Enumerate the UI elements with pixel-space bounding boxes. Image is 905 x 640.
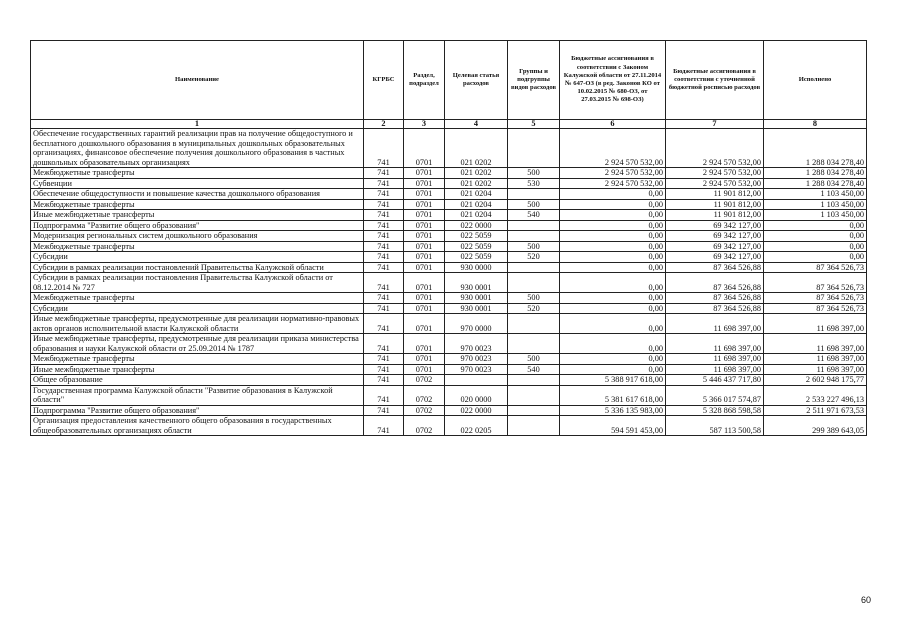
row-budget-refined: 11 698 397,00 (666, 364, 764, 375)
row-expense-type (508, 334, 560, 354)
column-number: 6 (560, 120, 666, 129)
row-kgrbs: 741 (364, 273, 404, 293)
row-expense-type (508, 262, 560, 273)
row-kgrbs: 741 (364, 129, 404, 168)
row-target-article: 930 0000 (445, 262, 508, 273)
table-row (31, 168, 867, 179)
row-expense-type: 500 (508, 354, 560, 365)
row-budget-refined: 11 698 397,00 (666, 314, 764, 334)
row-kgrbs: 741 (364, 303, 404, 314)
row-expense-type (508, 273, 560, 293)
row-kgrbs: 741 (364, 375, 404, 386)
row-razdel: 0701 (404, 168, 445, 179)
row-name: Межбюджетные трансферты (31, 293, 364, 304)
row-budget-law: 5 381 617 618,00 (560, 385, 666, 405)
row-razdel: 0701 (404, 210, 445, 221)
header-executed: Исполнено (764, 41, 867, 120)
row-budget-law: 0,00 (560, 273, 666, 293)
row-name: Подпрограмма "Развитие общего образования" (31, 220, 364, 231)
column-number-row (31, 120, 867, 129)
row-budget-law: 0,00 (560, 303, 666, 314)
row-kgrbs: 741 (364, 354, 404, 365)
row-budget-law: 0,00 (560, 354, 666, 365)
row-budget-refined: 11 901 812,00 (666, 210, 764, 221)
table-row (31, 220, 867, 231)
header-budget-law: Бюджетные ассигнования в соответствии с Законом Калужской области от 27.11.2014 № 647-ОЗ (в ред. Законов КО от 10.02.2015 № 680-ОЗ, от 27.03.2015 № 698-ОЗ) (560, 41, 666, 120)
row-budget-refined: 69 342 127,00 (666, 231, 764, 242)
row-target-article: 021 0204 (445, 189, 508, 200)
row-razdel: 0701 (404, 220, 445, 231)
header-name: Наименование (31, 41, 364, 120)
row-name: Субсидии в рамках реализации постановления Правительства Калужской области от 08.12.2014 № 727 (31, 273, 364, 293)
row-target-article: 022 0000 (445, 220, 508, 231)
row-name: Субсидии (31, 252, 364, 263)
row-executed: 2 602 948 175,77 (764, 375, 867, 386)
row-name: Модернизация региональных систем дошкольного образования (31, 231, 364, 242)
row-expense-type (508, 314, 560, 334)
row-executed: 0,00 (764, 241, 867, 252)
row-budget-refined: 11 698 397,00 (666, 334, 764, 354)
row-target-article: 022 0205 (445, 416, 508, 436)
row-budget-refined: 87 364 526,88 (666, 303, 764, 314)
row-expense-type: 500 (508, 241, 560, 252)
row-name: Субсидии в рамках реализации постановлений Правительства Калужской области (31, 262, 364, 273)
row-budget-law: 0,00 (560, 252, 666, 263)
row-target-article: 930 0001 (445, 273, 508, 293)
row-razdel: 0701 (404, 293, 445, 304)
row-expense-type: 540 (508, 210, 560, 221)
row-name: Обеспечение государственных гарантий реализации прав на получение общедоступного и бесплатного дошкольного образования в муниципальных дошкольных образовательных организациях, финансовое обеспечение получения дошкольного образования в частных дошкольных образовательных организациях (31, 129, 364, 168)
table-row (31, 262, 867, 273)
row-budget-refined: 87 364 526,88 (666, 262, 764, 273)
table-row (31, 129, 867, 168)
header-expense-groups: Группы и подгруппы видов расходов (508, 41, 560, 120)
row-kgrbs: 741 (364, 314, 404, 334)
row-target-article: 021 0202 (445, 168, 508, 179)
row-razdel: 0702 (404, 375, 445, 386)
row-expense-type (508, 231, 560, 242)
row-name: Организация предоставления качественного общего образования в государственных общеобразовательных организациях области (31, 416, 364, 436)
row-target-article: 930 0001 (445, 293, 508, 304)
column-number: 3 (404, 120, 445, 129)
row-executed: 87 364 526,73 (764, 303, 867, 314)
row-razdel: 0701 (404, 262, 445, 273)
row-razdel: 0701 (404, 241, 445, 252)
row-name: Межбюджетные трансферты (31, 168, 364, 179)
row-target-article: 020 0000 (445, 385, 508, 405)
row-expense-type: 530 (508, 178, 560, 189)
row-executed: 0,00 (764, 252, 867, 263)
row-budget-law: 0,00 (560, 231, 666, 242)
row-executed: 11 698 397,00 (764, 364, 867, 375)
header-budget-refined: Бюджетные ассигнования в соответствии с уточненной бюджетной росписью расходов (666, 41, 764, 120)
row-expense-type: 520 (508, 252, 560, 263)
row-budget-law: 594 591 453,00 (560, 416, 666, 436)
row-executed: 299 389 643,05 (764, 416, 867, 436)
column-number: 5 (508, 120, 560, 129)
row-expense-type: 500 (508, 293, 560, 304)
row-kgrbs: 741 (364, 220, 404, 231)
row-name: Иные межбюджетные трансферты (31, 364, 364, 375)
row-target-article: 022 5059 (445, 241, 508, 252)
row-budget-law: 0,00 (560, 220, 666, 231)
table-row (31, 364, 867, 375)
table-row (31, 293, 867, 304)
column-number: 2 (364, 120, 404, 129)
row-budget-law: 0,00 (560, 210, 666, 221)
row-budget-refined: 587 113 500,58 (666, 416, 764, 436)
row-executed: 2 533 227 496,13 (764, 385, 867, 405)
row-kgrbs: 741 (364, 252, 404, 263)
budget-table (30, 40, 867, 436)
row-budget-law: 0,00 (560, 241, 666, 252)
row-razdel: 0701 (404, 129, 445, 168)
row-executed: 11 698 397,00 (764, 354, 867, 365)
row-kgrbs: 741 (364, 293, 404, 304)
row-executed: 11 698 397,00 (764, 334, 867, 354)
row-budget-law: 0,00 (560, 293, 666, 304)
row-kgrbs: 741 (364, 241, 404, 252)
row-target-article: 022 5059 (445, 252, 508, 263)
header-target-article: Целевая статья расходов (445, 41, 508, 120)
row-executed: 87 364 526,73 (764, 273, 867, 293)
column-number: 4 (445, 120, 508, 129)
row-budget-refined: 11 901 812,00 (666, 189, 764, 200)
row-expense-type: 520 (508, 303, 560, 314)
header-razdel: Раздел, подраздел (404, 41, 445, 120)
row-razdel: 0702 (404, 405, 445, 416)
table-row (31, 178, 867, 189)
row-razdel: 0701 (404, 364, 445, 375)
row-kgrbs: 741 (364, 199, 404, 210)
row-kgrbs: 741 (364, 178, 404, 189)
row-kgrbs: 741 (364, 364, 404, 375)
row-kgrbs: 741 (364, 334, 404, 354)
table-row (31, 231, 867, 242)
row-target-article: 970 0023 (445, 354, 508, 365)
row-target-article: 930 0001 (445, 303, 508, 314)
row-razdel: 0702 (404, 416, 445, 436)
table-row (31, 189, 867, 200)
row-target-article: 021 0202 (445, 129, 508, 168)
row-name: Обеспечение общедоступности и повышение качества дошкольного образования (31, 189, 364, 200)
row-budget-law: 2 924 570 532,00 (560, 178, 666, 189)
table-row (31, 210, 867, 221)
row-expense-type (508, 129, 560, 168)
row-expense-type (508, 189, 560, 200)
row-name: Иные межбюджетные трансферты, предусмотренные для реализации приказа министерства образования и науки Калужской области от 25.09.2014 № 1787 (31, 334, 364, 354)
column-number: 7 (666, 120, 764, 129)
column-number: 1 (31, 120, 364, 129)
table-row (31, 416, 867, 436)
row-budget-law: 5 336 135 983,00 (560, 405, 666, 416)
row-target-article: 021 0204 (445, 210, 508, 221)
row-executed: 1 103 450,00 (764, 199, 867, 210)
row-razdel: 0701 (404, 189, 445, 200)
row-budget-refined: 69 342 127,00 (666, 252, 764, 263)
row-budget-refined: 2 924 570 532,00 (666, 168, 764, 179)
row-name: Межбюджетные трансферты (31, 199, 364, 210)
row-budget-refined: 5 446 437 717,80 (666, 375, 764, 386)
row-budget-law: 0,00 (560, 334, 666, 354)
column-number: 8 (764, 120, 867, 129)
row-name: Подпрограмма "Развитие общего образования" (31, 405, 364, 416)
row-budget-refined: 87 364 526,88 (666, 293, 764, 304)
row-expense-type (508, 220, 560, 231)
row-budget-refined: 11 901 812,00 (666, 199, 764, 210)
row-target-article: 022 5059 (445, 231, 508, 242)
row-razdel: 0701 (404, 334, 445, 354)
row-budget-refined: 69 342 127,00 (666, 220, 764, 231)
table-row (31, 241, 867, 252)
row-budget-refined: 5 366 017 574,87 (666, 385, 764, 405)
row-kgrbs: 741 (364, 231, 404, 242)
row-kgrbs: 741 (364, 210, 404, 221)
row-name: Субвенции (31, 178, 364, 189)
row-name: Межбюджетные трансферты (31, 354, 364, 365)
table-row (31, 334, 867, 354)
table-header-row (31, 41, 867, 120)
row-budget-law: 0,00 (560, 364, 666, 375)
row-name: Субсидии (31, 303, 364, 314)
row-executed: 1 288 034 278,40 (764, 168, 867, 179)
row-kgrbs: 741 (364, 416, 404, 436)
row-budget-refined: 5 328 868 598,58 (666, 405, 764, 416)
row-expense-type (508, 375, 560, 386)
page-number: 60 (861, 595, 872, 605)
row-budget-law: 5 388 917 618,00 (560, 375, 666, 386)
row-budget-refined: 2 924 570 532,00 (666, 178, 764, 189)
row-expense-type: 500 (508, 168, 560, 179)
row-target-article: 021 0202 (445, 178, 508, 189)
row-razdel: 0701 (404, 273, 445, 293)
row-expense-type: 500 (508, 199, 560, 210)
row-razdel: 0701 (404, 303, 445, 314)
row-executed: 0,00 (764, 220, 867, 231)
table-row (31, 354, 867, 365)
row-budget-refined: 87 364 526,88 (666, 273, 764, 293)
table-row (31, 199, 867, 210)
header-kgrbs: КГРБС (364, 41, 404, 120)
row-kgrbs: 741 (364, 405, 404, 416)
row-executed: 1 103 450,00 (764, 210, 867, 221)
row-budget-refined: 69 342 127,00 (666, 241, 764, 252)
row-expense-type: 540 (508, 364, 560, 375)
row-budget-law: 0,00 (560, 314, 666, 334)
row-razdel: 0702 (404, 385, 445, 405)
row-razdel: 0701 (404, 199, 445, 210)
row-target-article: 970 0023 (445, 334, 508, 354)
row-razdel: 0701 (404, 354, 445, 365)
row-razdel: 0701 (404, 314, 445, 334)
row-executed: 1 288 034 278,40 (764, 178, 867, 189)
row-name: Государственная программа Калужской области "Развитие образования в Калужской области" (31, 385, 364, 405)
row-target-article (445, 375, 508, 386)
row-executed: 11 698 397,00 (764, 314, 867, 334)
row-executed: 2 511 971 673,53 (764, 405, 867, 416)
row-budget-refined: 2 924 570 532,00 (666, 129, 764, 168)
row-name: Межбюджетные трансферты (31, 241, 364, 252)
row-budget-law: 0,00 (560, 199, 666, 210)
row-razdel: 0701 (404, 252, 445, 263)
row-name: Иные межбюджетные трансферты (31, 210, 364, 221)
table-row (31, 273, 867, 293)
row-budget-law: 0,00 (560, 189, 666, 200)
table-row (31, 375, 867, 386)
table-row (31, 303, 867, 314)
table-row (31, 405, 867, 416)
row-expense-type (508, 416, 560, 436)
row-budget-law: 0,00 (560, 262, 666, 273)
table-row (31, 252, 867, 263)
row-kgrbs: 741 (364, 189, 404, 200)
row-executed: 87 364 526,73 (764, 293, 867, 304)
row-kgrbs: 741 (364, 262, 404, 273)
row-name: Иные межбюджетные трансферты, предусмотренные для реализации нормативно-правовых актов органов исполнительной власти Калужской области (31, 314, 364, 334)
row-razdel: 0701 (404, 231, 445, 242)
row-executed: 1 288 034 278,40 (764, 129, 867, 168)
row-target-article: 970 0023 (445, 364, 508, 375)
row-executed: 87 364 526,73 (764, 262, 867, 273)
row-budget-law: 2 924 570 532,00 (560, 129, 666, 168)
row-kgrbs: 741 (364, 385, 404, 405)
row-target-article: 021 0204 (445, 199, 508, 210)
row-budget-law: 2 924 570 532,00 (560, 168, 666, 179)
row-executed: 0,00 (764, 231, 867, 242)
table-row (31, 314, 867, 334)
row-target-article: 022 0000 (445, 405, 508, 416)
row-target-article: 970 0000 (445, 314, 508, 334)
row-razdel: 0701 (404, 178, 445, 189)
row-expense-type (508, 385, 560, 405)
row-budget-refined: 11 698 397,00 (666, 354, 764, 365)
row-kgrbs: 741 (364, 168, 404, 179)
table-row (31, 385, 867, 405)
row-executed: 1 103 450,00 (764, 189, 867, 200)
row-expense-type (508, 405, 560, 416)
row-name: Общее образование (31, 375, 364, 386)
